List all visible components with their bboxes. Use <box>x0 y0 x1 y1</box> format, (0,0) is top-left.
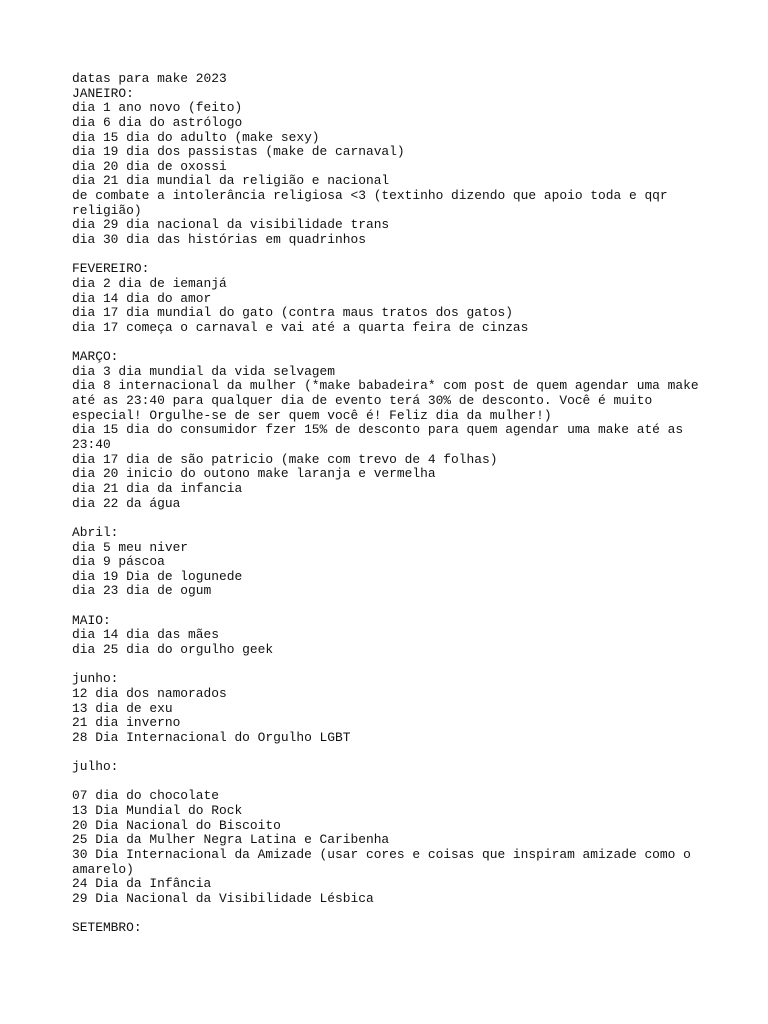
text-line: 20 Dia Nacional do Biscoito <box>72 817 281 833</box>
text-line: Abril: <box>72 524 119 540</box>
blank-line <box>72 745 692 760</box>
text-line: dia 9 páscoa <box>72 554 165 570</box>
blank-line <box>72 907 692 922</box>
text-line: dia 25 dia do orgulho geek <box>72 641 274 657</box>
text-line: 25 Dia da Mulher Negra Latina e Caribenha <box>72 832 390 848</box>
blank-line <box>72 599 692 614</box>
text-line: dia 17 começa o carnaval e vai até a quarta feira de cinzas <box>72 319 529 335</box>
document-page <box>72 71 699 936</box>
text-line: 30 Dia Internacional da Amizade (usar cores e coisas que inspiram amizade como o <box>72 846 691 862</box>
text-line: dia 29 dia nacional da visibilidade trans <box>72 217 390 233</box>
text-line: dia 2 dia de iemanjá <box>72 275 227 291</box>
text-line: 24 Dia da Infância <box>72 876 212 892</box>
blank-line <box>72 336 692 351</box>
text-line: especial! Orgulhe-se de ser quem você é! Feliz dia da mulher!) <box>72 407 552 423</box>
text-line: dia 6 dia do astrólogo <box>72 114 243 130</box>
text-line: dia 14 dia do amor <box>72 290 212 306</box>
text-line: dia 20 dia de oxossi <box>72 158 227 174</box>
text-line: dia 1 ano novo (feito) <box>72 100 243 116</box>
text-line: dia 19 Dia de logunede <box>72 568 243 584</box>
text-line: dia 19 dia dos passistas (make de carnaval) <box>72 144 405 160</box>
text-line: SETEMBRO: <box>72 920 142 936</box>
text-line: 12 dia dos namorados <box>72 685 227 701</box>
text-line: dia 17 dia mundial do gato (contra maus tratos dos gatos) <box>72 305 513 321</box>
text-line: de combate a intolerância religiosa <3 (textinho dizendo que apoio toda e qqr <box>72 188 668 204</box>
text-line: 28 Dia Internacional do Orgulho LGBT <box>72 729 351 745</box>
text-line: dia 3 dia mundial da vida selvagem <box>72 363 336 379</box>
text-line: dia 14 dia das mães <box>72 627 219 643</box>
text-line: 07 dia do chocolate <box>72 788 219 804</box>
text-line: religião) <box>72 202 142 218</box>
blank-line <box>72 658 692 673</box>
text-line: datas para make 2023 <box>72 71 227 86</box>
text-line: 21 dia inverno <box>72 715 181 731</box>
text-line: 13 Dia Mundial do Rock <box>72 803 243 819</box>
text-line: dia 21 dia da infancia <box>72 480 243 496</box>
text-line: JANEIRO: <box>72 85 134 101</box>
text-line: 29 Dia Nacional da Visibilidade Lésbica <box>72 890 374 906</box>
text-line: julho: <box>72 759 119 775</box>
text-line: dia 30 dia das histórias em quadrinhos <box>72 232 366 248</box>
text-line: dia 23 dia de ogum <box>72 583 212 599</box>
text-line: dia 8 internacional da mulher (*make babadeira* com post de quem agendar uma make <box>72 378 699 394</box>
text-line: dia 17 dia de são patricio (make com trevo de 4 folhas) <box>72 451 498 467</box>
text-line: dia 15 dia do consumidor fzer 15% de desconto para quem agendar uma make até as <box>72 422 684 438</box>
text-line: 23:40 <box>72 437 111 453</box>
text-line: junho: <box>72 671 119 687</box>
text-line: MARÇO: <box>72 349 119 365</box>
blank-line <box>72 511 692 526</box>
blank-line <box>72 775 692 790</box>
text-line: MAIO: <box>72 612 111 628</box>
document-text <box>72 71 699 936</box>
text-line: até as 23:40 para qualquer dia de evento terá 30% de desconto. Você é muito <box>72 393 653 409</box>
text-line: FEVEREIRO: <box>72 261 150 277</box>
text-line: dia 15 dia do adulto (make sexy) <box>72 129 320 145</box>
text-line: dia 21 dia mundial da religião e nacional <box>72 173 390 189</box>
text-line: dia 20 inicio do outono make laranja e vermelha <box>72 466 436 482</box>
text-line: dia 5 meu niver <box>72 539 189 555</box>
blank-line <box>72 248 692 263</box>
text-line: 13 dia de exu <box>72 700 173 716</box>
text-line: dia 22 da água <box>72 495 181 511</box>
text-line: amarelo) <box>72 861 134 877</box>
